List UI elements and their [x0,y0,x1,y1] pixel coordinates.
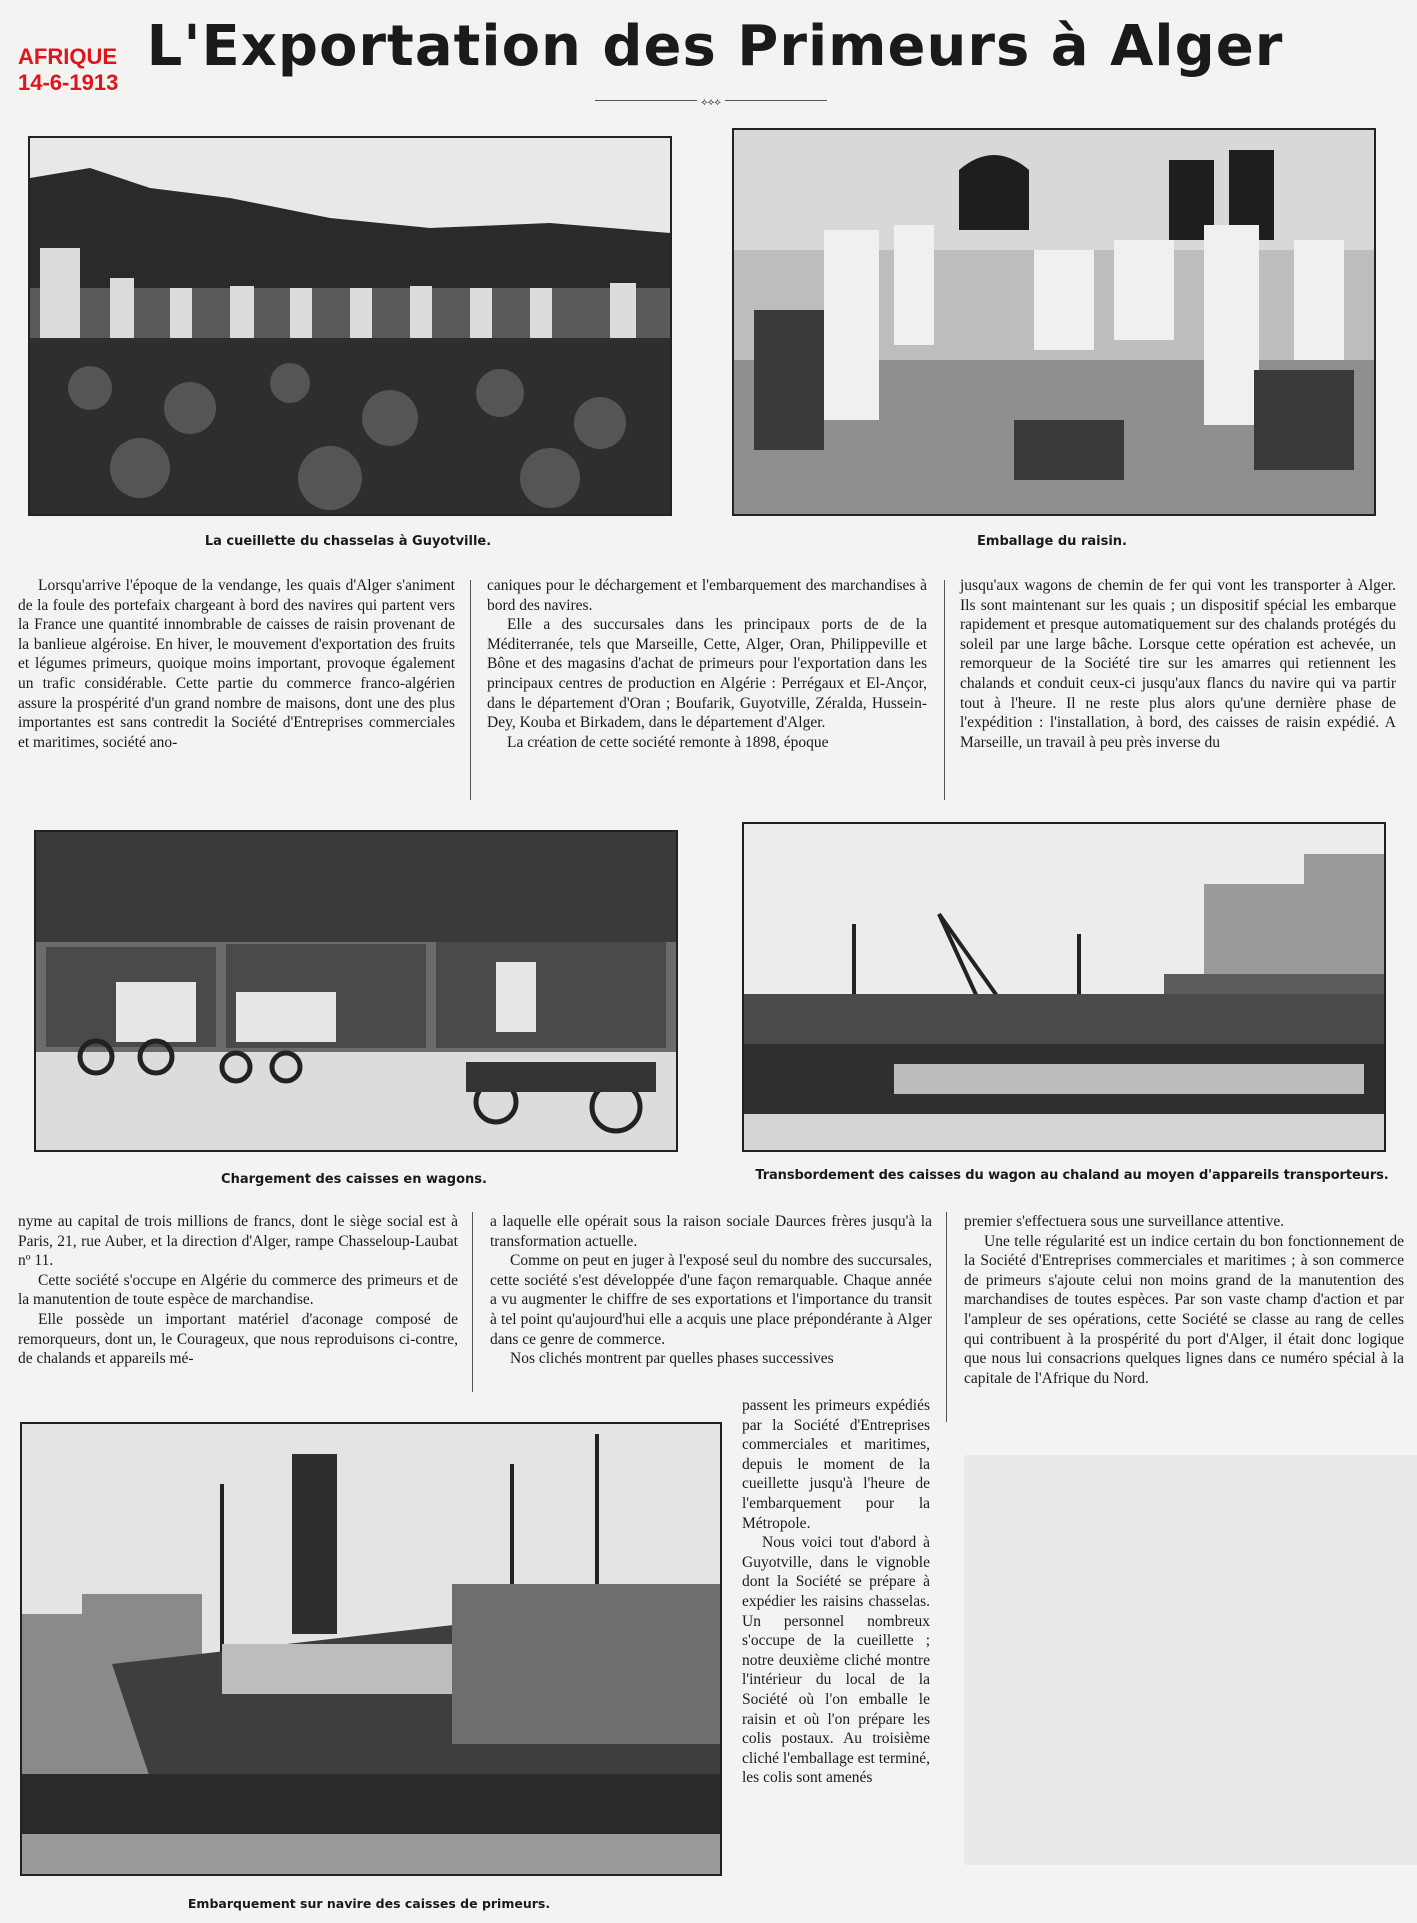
caption-steamship: Embarquement sur navire des caisses de primeurs. [187,1896,551,1911]
vineyard-harvest-photo [28,136,672,516]
paragraph: caniques pour le déchargement et l'embarquement des marchandises à bord des navires. [487,577,927,614]
paragraph: Lorsqu'arrive l'époque de la vendange, les quais d'Alger s'animent de la foule des portefaix chargeant à bord des navires qui partent vers la France une quantité innombrable de caisses de raisin provenant de la banlieue algéroise. En hiver, le mouvement d'exportation des fruits et légumes primeurs, quoique moins important, provoque également un trafic considérable. Cette partie du commerce franco-algérien assure la prospérité d'un grand nombre de maisons, dont une des plus importantes est sans contredit la Société d'Entreprises commerciales et maritimes, société ano- [18,577,455,751]
paragraph: Nous voici tout d'abord à Guyotville, dans le vignoble dont la Société se prépare à expédier les raisins chasselas. Un personnel nombreux s'occupe de la cueillette ; notre deuxième cliché montre l'intérieur du local de la Société où l'on emballe le raisin et où l'on prépare les colis postaux. Au troisième cliché l'emballage est terminé, les colis sont amenés [742,1534,930,1787]
paragraph: Cette société s'occupe en Algérie du commerce des primeurs et de la manutention de toute espèce de marchandise. [18,1271,458,1309]
caption-harbour: Transbordement des caisses du wagon au chaland au moyen d'appareils transporteurs. [755,1168,1389,1183]
paragraph: jusqu'aux wagons de chemin de fer qui vont les transporter à Alger. Ils sont maintenant sur les quais ; un dispositif spécial les embarque rapidement et presque automatiquement sur des chalands protégés du soleil par une large bâche. Lorsque cette opération est achevée, un remorqueur de la Société tire sur les amarres qui retiennent les chalands et conduit ceux-ci jusqu'aux flancs du navire qui va partir tout à l'heure. Il ne reste plus alors qu'une dernière phase de l'expédition : l'installation, à bord, des caisses de raisin expédié. A Marseille, un travail à peu près inverse du [960,577,1396,751]
article-column-2 [487,576,927,752]
paragraph: Nos clichés montrent par quelles phases successives [510,1350,834,1368]
column-rule [944,580,945,800]
paragraph: La création de cette société remonte à 1898, époque [507,733,829,751]
steamship-loading-photo [20,1422,722,1876]
stamp-date: 14-6-1913 [18,70,119,95]
column-rule [472,1212,473,1392]
paragraph: Elle a des succursales dans les principaux ports de de la Méditerranée, tels que Marseille, Cette, Alger, Oran, Philippeville et Bône et des magasins d'achat de primeurs pour l'exportation dans les principaux centres de production en Algérie : Perrégaux et El-Ançor, dans le département d'Oran ; Boufarik, Guyotville, Zéralda, Hussein-Dey, Kouba et Birkadem, dans le département d'Alger. [487,616,927,732]
archive-stamp [18,44,118,96]
grape-packing-photo [732,128,1376,516]
page-title: L'Exportation des Primeurs à Alger [146,14,1284,79]
column-rule [946,1212,947,1422]
paragraph: Comme on peut en juger à l'exposé seul du nombre des succursales, cette société s'est développée d'une façon remarquable. Chaque année a vu augmenter le chiffre de ses exportations et l'importance du transit à tel point qu'aujourd'hui elle a acquis une place prépondérante à Alger dans ce genre de commerce. [490,1252,932,1348]
paragraph: passent les primeurs expédiés par la Société d'Entreprises commerciales et maritimes, depuis le moment de la cueillette jusqu'à l'heure de l'embarquement pour la Métropole. [742,1397,930,1532]
article-column-4 [18,1212,458,1369]
title-ornament-rule [595,97,827,108]
wagon-loading-photo [34,830,678,1152]
article-column-5-continued [742,1396,930,1788]
paragraph: Elle possède un important matériel d'aconage composé de remorqueurs, dont un, le Courageux, que nous reproduisons ci-contre, de chalands et appareils mé- [18,1310,458,1368]
article-column-5 [490,1212,932,1369]
empty-area [964,1455,1417,1865]
paragraph: Une telle régularité est un indice certain du bon fonctionnement de la Société d'Entreprises commerciales et maritimes ; à son commerce de primeurs s'ajoute celui non moins grand de la manutention des marchandises de toutes espèces. Par son vaste champ d'action et par l'ampleur de ses opérations, cette Société se classe au rang de celles qui contribuent à la prospérité du port d'Alger, il était donc logique que nous lui consacrions quelques lignes dans ce numéro spécial à la capitale de l'Afrique du Nord. [964,1232,1404,1387]
paragraph: nyme au capital de trois millions de francs, dont le siège social est à Paris, 21, rue Auber, et la direction d'Alger, rampe Chasseloup-Laubat nº 11. [18,1213,458,1270]
column-rule [470,580,471,800]
paragraph: premier s'effectuera sous une surveillance attentive. [964,1213,1285,1230]
stamp-source: AFRIQUE [18,44,117,69]
caption-vineyard: La cueillette du chasselas à Guyotville. [204,534,492,549]
article-column-1 [18,576,455,752]
article-column-6 [964,1212,1404,1388]
ornament: ⟡⟡⟡ [697,97,725,108]
caption-wagons: Chargement des caisses en wagons. [221,1172,487,1187]
article-column-3 [960,576,1396,752]
caption-packing: Emballage du raisin. [977,534,1127,549]
paragraph: a laquelle elle opérait sous la raison sociale Daurces frères jusqu'à la transformation actuelle. [490,1213,932,1250]
harbour-crane-photo [742,822,1386,1152]
